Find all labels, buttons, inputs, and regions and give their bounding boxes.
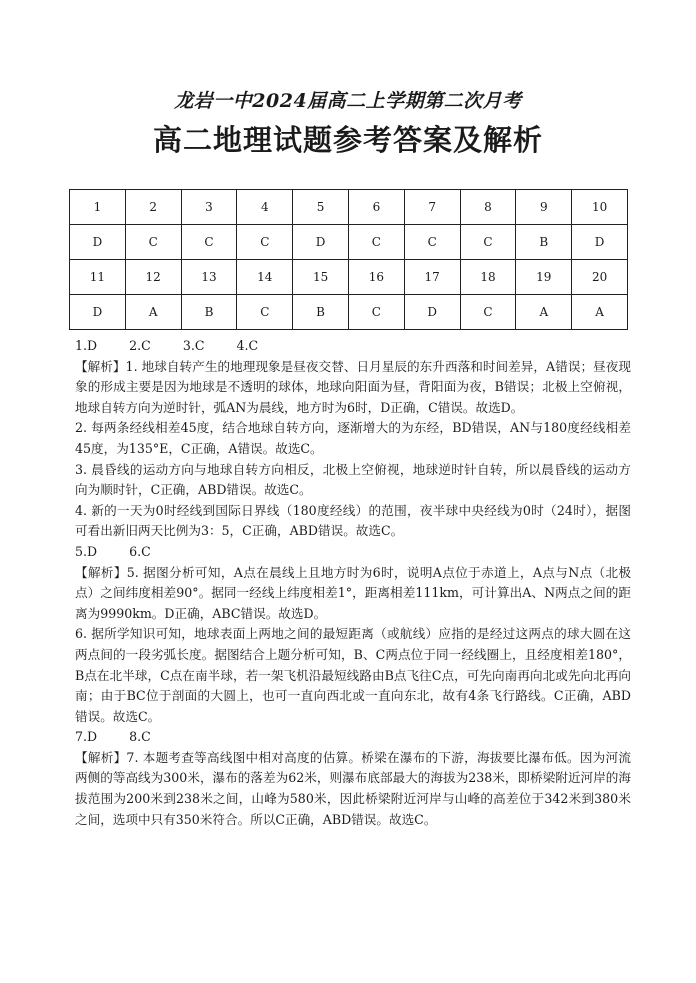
table-cell: 14 — [237, 260, 293, 295]
table-cell: C — [237, 225, 293, 260]
table-row-answers-2 — [70, 295, 628, 330]
table-cell: C — [404, 225, 460, 260]
table-cell: 10 — [572, 190, 628, 225]
table-cell: D — [293, 225, 349, 260]
table-cell: 11 — [70, 260, 126, 295]
explanation-paragraph: 4. 新的一天为0时经线到国际日界线（180度经线）的范围，夜半球中央经线为0时（24时），据图可看出新旧两天比例为3：5，C正确，ABD错误。故选C。 — [75, 502, 631, 539]
explanation-paragraph: 6. 据所学知识可知，地球表面上两地之间的最短距离（或航线）应指的是经过这两点的球大圆在这两点间的一段劣弧长度。据图结合上题分析可知，B、C两点位于同一经线圈上，且经度相差180°，B点在北半球，C点在南半球，若一架飞机沿最短线路由B点飞往C点，可先向南再向北或先向北再向南；由于BC位于剖面的大圆上，也可一直向西北或一直向东北，故有4条飞行路线。C正确，ABD错误。故选C。 — [75, 626, 631, 724]
table-cell: C — [348, 225, 404, 260]
table-cell: 9 — [516, 190, 572, 225]
table-cell: D — [404, 295, 460, 330]
table-cell: D — [572, 225, 628, 260]
explanation-paragraph: 【解析】5. 据图分析可知，A点在晨线上且地方时为6时，说明A点位于赤道上，A点与N点（北极点）之间纬度相差90°。据同一经线上纬度相差1°，距离相差111km，可计算出A、N两点之间的距离为9990km。D正确，ABC错误。故选D。 — [75, 564, 631, 621]
answer-line-5-6: 5.D 6.C — [75, 543, 151, 559]
table-cell: 20 — [572, 260, 628, 295]
table-cell: 13 — [181, 260, 237, 295]
table-cell: A — [516, 295, 572, 330]
table-cell: B — [516, 225, 572, 260]
table-row-question-numbers-2 — [70, 260, 628, 295]
table-cell: 5 — [293, 190, 349, 225]
table-cell: A — [572, 295, 628, 330]
table-cell: 8 — [460, 190, 516, 225]
explanation-paragraph: 【解析】1. 地球自转产生的地理现象是昼夜交替、日月星辰的东升西落和时间差异，A错误；昼夜现象的形成主要是因为地球是不透明的球体，地球向阳面为昼，背阳面为夜，B错误；北极上空俯视，地球自转方向为逆时针，弧AN为晨线，地方时为6时，D正确，C错误。故选D。 — [75, 358, 631, 415]
explanation-paragraph: 【解析】7. 本题考查等高线图中相对高度的估算。桥梁在瀑布的下游，海拔要比瀑布低。因为河流两侧的等高线为300米，瀑布的落差为62米，则瀑布底部最大的海拔为238米，即桥梁附近河岸的海拔范围为200米到238米之间，山峰为580米，因此桥梁附近河岸与山峰的高差位于342米到380米之间，选项中只有350米符合。所以C正确，ABD错误。故选C。 — [75, 749, 631, 827]
table-cell: C — [125, 225, 181, 260]
table-cell: C — [181, 225, 237, 260]
table-cell: C — [460, 225, 516, 260]
table-cell: D — [70, 225, 126, 260]
table-row-question-numbers-1 — [70, 190, 628, 225]
answer-key-table — [69, 189, 628, 330]
table-cell: C — [237, 295, 293, 330]
table-cell: 15 — [293, 260, 349, 295]
explanations-section — [75, 336, 631, 830]
explanation-paragraph: 3. 晨昏线的运动方向与地球自转方向相反，北极上空俯视，地球逆时针自转，所以晨昏线的运动方向为顺时针，C正确，ABD错误。故选C。 — [75, 461, 631, 498]
table-cell: 19 — [516, 260, 572, 295]
table-cell: D — [70, 295, 126, 330]
table-cell: 17 — [404, 260, 460, 295]
table-cell: 3 — [181, 190, 237, 225]
table-cell: 16 — [348, 260, 404, 295]
table-cell: 12 — [125, 260, 181, 295]
table-row-answers-1 — [70, 225, 628, 260]
answer-line-7-8: 7.D 8.C — [75, 729, 151, 745]
table-cell: 4 — [237, 190, 293, 225]
answer-line-1-4: 1.D 2.C 3.C 4.C — [75, 338, 259, 353]
table-cell: A — [125, 295, 181, 330]
exam-subtitle: 龙岩一中2024届高二上学期第二次月考 — [174, 90, 522, 112]
table-cell: B — [293, 295, 349, 330]
table-cell: C — [460, 295, 516, 330]
table-cell: B — [181, 295, 237, 330]
table-cell: C — [348, 295, 404, 330]
table-cell: 1 — [70, 190, 126, 225]
table-cell: 2 — [125, 190, 181, 225]
table-cell: 7 — [404, 190, 460, 225]
table-cell: 18 — [460, 260, 516, 295]
explanation-paragraph: 2. 每两条经线相差45度，结合地球自转方向，逐渐增大的为东经，BD错误，AN与180度经线相差45度，为135°E，C正确，A错误。故选C。 — [75, 420, 631, 456]
table-cell: 6 — [348, 190, 404, 225]
document-title: 高二地理试题参考答案及解析 — [152, 123, 543, 157]
